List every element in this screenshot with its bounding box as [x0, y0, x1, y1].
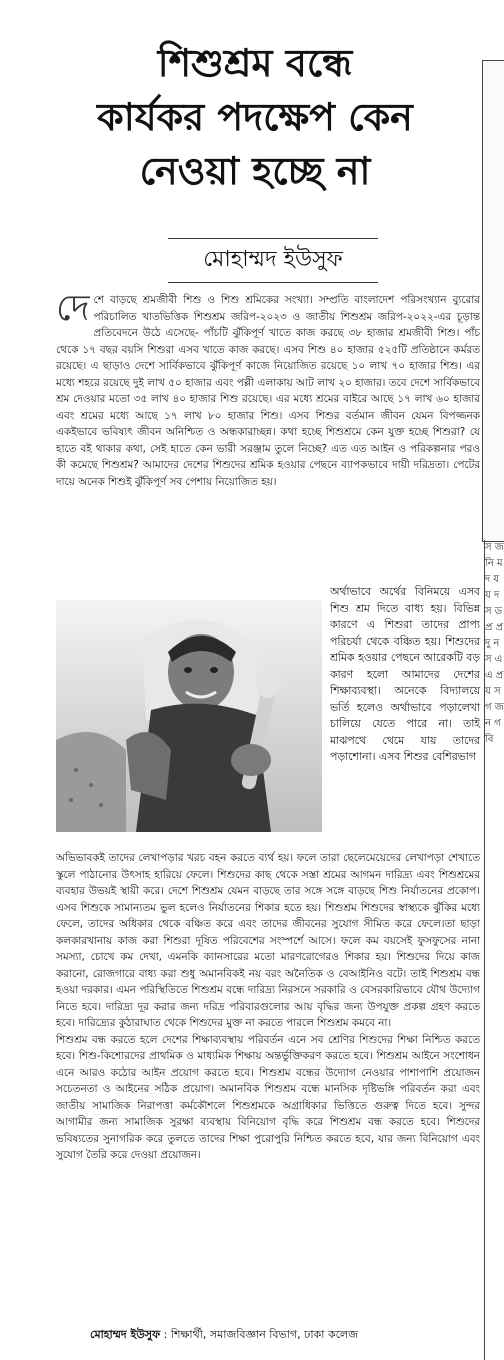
drop-cap: দে: [56, 288, 90, 329]
byline-role: শিক্ষার্থী, সমাজবিজ্ঞান বিভাগ, ঢাকা কলেজ: [170, 1328, 359, 1341]
paragraph-beside-photo: অর্থাভাবে অর্থের বিনিময়ে এসব শিশু শ্রম দিতে বাধ্য হয়। বিভিন্ন কারণে এ শিশুরা তাদের প্রাপ্য পরিচর্যা থেকে বঞ্চিত হয়। শিশুদের শ্রমিক হওয়ার পেছনে আরেকটি বড় কারণ হলো আমাদের দেশের শিক্ষাব্যবস্থা। অনেকে বিদ্যালয়ে ভর্তি হলেও অর্থাভাবে পড়ালেখা চালিয়ে যেতে পারে না। তাই মাঝপথে থেমে যায় তাদের পড়াশোনা। এসব শিশুর বেশিরভাগ: [330, 585, 480, 763]
author-byline: [90, 1326, 490, 1344]
author-name: মোহাম্মদ ইউসুফ: [203, 247, 343, 272]
paragraph-3: শিশুশ্রম বন্ধ করতে হলে দেশের শিক্ষাব্যবস্থায় পরিবর্তন এনে সব শ্রেণির শিশুদের শিক্ষা নিশ্চিত করতে হবে। শিশু-কিশোরদের প্রাথমিক ও মাধ্যমিক শিক্ষায় অন্তর্ভুক্তিকরণ করতে হবে। শিশুশ্রম আইনে সংশোধন এনে আরও কঠোর আইন প্রয়োগ করতে হবে। শিশুশ্রম বন্ধের উদ্যোগ নেওয়ার পাশাপাশি প্রয়োজন সচেতনতা ও আইনের সঠিক প্রয়োগ। অমানবিক শিশুশ্রম বন্ধে মানসিক দৃষ্টিভঙ্গি পরিবর্তন করা এবং জাতীয় সামাজিক নিরাপত্তা কর্মকৌশলে শিশুশ্রমকে অগ্রাধিকার ভিত্তিতে গুরুত্ব দিতে হবে। সুন্দর আগামীর জন্য সামাজিক সুরক্ষা ব্যবস্থায় বিনিয়োগ বৃদ্ধি করে শিশুশ্রম বন্ধ করতে হবে। শিশুদের ভবিষ্যতের সুনাগরিক করে তুলতে তাদের শিক্ষা পুরোপুরি নিশ্চিত করতে হবে, যার জন্য বিনিয়োগ এবং সুযোগ তৈরি করে দেওয়া প্রয়োজন।: [56, 1033, 480, 1161]
byline-name: মোহাম্মদ ইউসুফ: [90, 1328, 161, 1341]
byline-separator: :: [160, 1328, 171, 1341]
headline-line-2: কার্যকর পদক্ষেপ কেন: [97, 94, 413, 139]
paragraph-intro-text: শে বাড়ছে শ্রমজীবী শিশু ও শিশু শ্রমিকের সংখ্যা। সম্প্রতি বাংলাদেশ পরিসংখ্যান ব্যুরোর পরিচালিত খাতভিত্তিক শিশুশ্রম জরিপ-২০২৩ ও জাতীয় শিশুশ্রম জরিপ-২০২২-এর চূড়ান্ত প্রতিবেদনে উঠে এসেছে- পাঁচটি ঝুঁকিপূর্ণ খাতে কাজ করছে ৩৮ হাজার শ্রমজীবী শিশু। পাঁচ থেকে ১৭ বছর বয়সি শিশুরা এসব খাতে কাজ করছে। এসব শিশু ৪০ হাজার ৫২৫টি প্রতিষ্ঠানে কর্মরত রয়েছে। এ ছাড়াও দেশে সার্বিকভাবে ঝুঁকিপূর্ণ কাজে নিয়োজিত রয়েছে ১০ লাখ ৭০ হাজার শিশু। এর মধ্যে শহরে রয়েছে দুই লাখ ৫০ হাজার এবং পল্লী এলাকায় আট লাখ ২০ হাজার। তবে দেশে সার্বিকভাবে শ্রম দেওয়ার মতো ৩৫ লাখ ৪০ হাজার শিশু রয়েছে। এর মধ্যে শ্রমের বাইরে আছে ১৭ লাখ ৬০ হাজার এবং শ্রমের মধ্যে আছে ১৭ লাখ ৮০ হাজার শিশু। এসব শিশুর বর্তমান জীবন যেমন বিপজ্জনক একইভাবে ভবিষ্যৎ জীবন অনিশ্চিত ও অন্ধকারাচ্ছন্ন। কথা হচ্ছে শিশুশ্রমে কেন যুক্ত হচ্ছে শিশুরা? যে হাতে বই থাকার কথা, সেই হাতে কেন ভারী সরঞ্জাম তুলে নিচ্ছে? এত এত আইন ও পরিকল্পনার পরও কী কমেছে শিশুশ্রম? আমাদের দেশের শিশুদের শ্রমিক হওয়ার পেছনে ব্যাপকভাবে দায়ী দরিদ্রতা। পেটের দায়ে অনেক শিশুই ঝুঁকিপূর্ণ সব পেশায় নিয়োজিত হয়।: [56, 294, 480, 488]
paragraph-2: অভিভাবকই তাদের লেখাপড়ার খরচ বহন করতে ব্যর্থ হয়। ফলে তারা ছেলেমেয়েদের লেখাপড়া শেখাতে স্কুলে পাঠানোর উৎসাহ হারিয়ে ফেলে। শিশুদের কাছ থেকে সস্তা শ্রমের আগমন দারিদ্র্য এবং শিশুশ্রমের ব্যবহার উভয়ই স্থায়ী করে। দেশে শিশুশ্রম যেমন বাড়ছে তার সঙ্গে সঙ্গে বাড়ছে শিশু নির্যাতনের প্রকোপ। এসব শিশুকে সামান্যতম ভুল হলেও নির্যাতনের শিকার হতে হয়। শিশুশ্রম শিশুদের স্বাস্থ্যকে ঝুঁকির মধ্যে ফেলে, তাদের অধিকার থেকে বঞ্চিত করে এবং তাদের জীবনের সুযোগ সীমিত করে ফেলে।তা ছাড়া কলকারখানায় কাজ করা শিশুরা দূষিত পরিবেশের সংস্পর্শে আসে। ফলে কম বয়সেই ফুসফুসের নানা সমস্যা, চোখে কম দেখা, এমনকি ক্যানসারের মতো মারণরোগেরও শিকার হয়। শিশুদের দিয়ে কাজ করানো, রোজগারে বাধ্য করা শুধু অমানবিকই নয় বরং অনৈতিক ও বেআইনিও বটে। তাই শিশুশ্রম বন্ধ হওয়া দরকার। এমন পরিস্থিতিতে শিশুশ্রম বন্ধে দারিদ্র্য নিরসনে সরকারি ও বেসরকারিভাবে যৌথ উদ্যোগ নিতে হবে। দারিদ্র্য দূর করার জন্য দরিদ্র পরিবারগুলোর আয় বৃদ্ধির জন্য উপযুক্ত প্রকল্প গ্রহণ করতে হবে। দারিদ্র্যের কুঠারাঘাত থেকে শিশুদের মুক্ত না করতে পারলে শিশুশ্রম কমবে না।: [56, 852, 480, 1029]
paragraph-intro: [56, 288, 480, 490]
body-continued: [56, 850, 480, 1164]
photo-illustration: [56, 600, 322, 832]
headline-line-1: শিশুশ্রম বন্ধে: [157, 40, 353, 85]
headline: [40, 36, 470, 198]
article-photo-child-laborer: [56, 600, 322, 832]
adjacent-article-frame: [482, 60, 504, 542]
author-rule-bottom: [168, 282, 378, 283]
headline-line-3: নেওয়া হচ্ছে না: [139, 148, 371, 193]
adjacent-column-fragment: স জ নি ম দ য য দ স ড প্র প্র দু ন স এ এ প্র য স গ জ ন গ বি: [484, 540, 504, 1360]
